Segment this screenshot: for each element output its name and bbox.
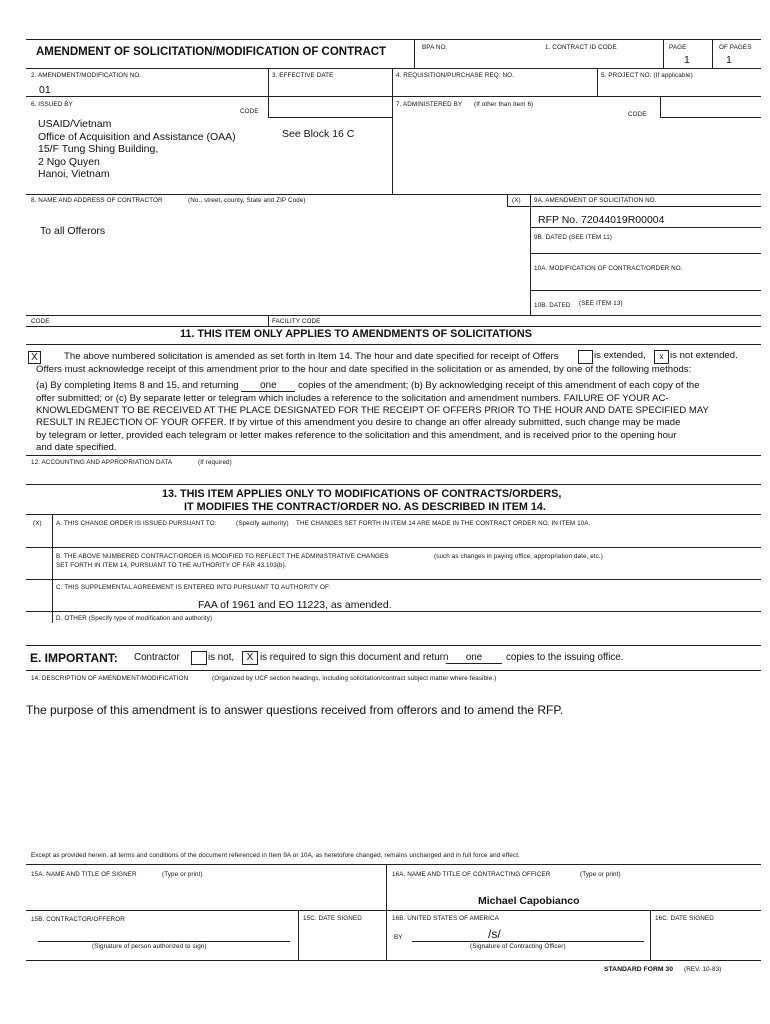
project-no-label: 5. PROJECT NO. (If applicable) [601, 72, 693, 79]
item13c-label: C. THIS SUPPLEMENTAL AGREEMENT IS ENTERED INTO PURSUANT TO AUTHORITY OF: [56, 584, 331, 591]
usa-16b-label: 16B. UNITED STATES OF AMERICA [392, 915, 499, 922]
item11-heading: 11. THIS ITEM ONLY APPLIES TO AMENDMENTS OF SOLICITATIONS [180, 328, 532, 340]
officer-16a-note: (Type or print) [580, 871, 621, 878]
item14-body: The purpose of this amendment is to answer questions received from offerors and to amend the RFP. [26, 703, 564, 717]
rfp-number: RFP No. 72044019R00004 [538, 214, 665, 226]
item13b-line1: B. THE ABOVE NUMBERED CONTRACT/ORDER IS MODIFIED TO REFLECT THE ADMINISTRATIVE CHANGES [56, 553, 389, 560]
accounting-note: (If required) [198, 459, 232, 466]
contracting-officer-name: Michael Capobianco [478, 895, 580, 907]
item11-line5: KNOWLEDGMENT TO BE RECEIVED AT THE PLACE DESIGNATED FOR THE RECEIPT OF OFFERS PRIOR TO THE HOUR AND DATE SPECIFIED MAY [36, 405, 709, 416]
item11-line1: The above numbered solicitation is amended as set forth in Item 14. The hour and date specified for receipt of Offers [64, 351, 559, 362]
administered-by-label: 7. ADMINISTERED BY [396, 101, 463, 108]
item13b-line2: SET FORTH IN ITEM 14, PURSUANT TO THE AUTHORITY OF FAR 43.103(b). [56, 562, 287, 569]
form-revision: (REV. 10-83) [684, 966, 722, 973]
important-copies-value: one [446, 652, 502, 664]
copies-returned-value: one [241, 380, 295, 392]
not-extended-checkbox[interactable]: x [654, 350, 669, 364]
item13d-label: D. OTHER (Specify type of modification and authority) [56, 615, 213, 622]
item11-line2: Offers must acknowledge receipt of this amendment prior to the hour and date specified in the solicitation or as amended, by one of the following methods: [36, 364, 692, 375]
not-extended-label: is not extended. [670, 350, 738, 361]
page-label: PAGE [669, 44, 687, 51]
facility-code-label: FACILITY CODE [272, 318, 321, 325]
form-title: AMENDMENT OF SOLICITATION/MODIFICATION OF CONTRACT [36, 46, 387, 58]
officer-16a-label: 16A. NAME AND TITLE OF CONTRACTING OFFICER [392, 871, 551, 878]
item13b-note: (such as changes in paying office, appropriation date, etc.) [434, 553, 604, 560]
is-required-checkbox[interactable]: X [242, 651, 258, 665]
administered-value: See Block 16 C [282, 128, 355, 140]
signer-15a-note: (Type or print) [162, 871, 203, 878]
by-label: BY [394, 934, 403, 941]
signer-15a-label: 15A. NAME AND TITLE OF SIGNER [31, 871, 137, 878]
sig-note-16: (Signature of Contracting Officer) [470, 943, 566, 950]
item11-line8: and date specified. [36, 442, 117, 453]
is-not-required-checkbox[interactable] [191, 651, 207, 665]
item11-line3b: copies of the amendment; (b) By acknowledging receipt of this amendment of each copy of the [295, 380, 700, 391]
important-copies-tail: copies to the issuing office. [506, 652, 624, 663]
is-extended-checkbox[interactable] [578, 350, 593, 364]
date-15c-label: 15C. DATE SIGNED [303, 915, 362, 922]
issued-line: 15/F Tung Shing Building, [38, 143, 159, 155]
important-label: E. IMPORTANT: [30, 651, 118, 665]
important-is-not: is not, [208, 652, 235, 663]
dated-10b-note: (SEE ITEM 13) [579, 300, 623, 307]
item11-line3a: (a) By completing Items 8 and 15, and returning [36, 380, 242, 391]
administered-code-label: CODE [628, 111, 647, 118]
item14-label: 14. DESCRIPTION OF AMENDMENT/MODIFICATION [31, 675, 189, 682]
item13-x-label: (X) [33, 520, 42, 527]
item11-line3 [36, 380, 700, 392]
except-text: Except as provided herein, all terms and conditions of the document referenced in Item 9A or 10A, as heretofore changed, remains unchanged and in full force and effect. [31, 852, 520, 859]
item11-line4: offer submitted; or (c) By separate letter or telegram which includes a reference to the solicitation and amendment numbers. FAILURE OF YOUR AC- [36, 393, 669, 404]
is-extended-label: is extended, [594, 350, 646, 361]
item11-line7: by telegram or letter, provided each telegram or letter makes reference to the solicitation and this amendment, and is received prior to the opening hour [36, 430, 677, 441]
effective-date-label: 3. EFFECTIVE DATE [272, 72, 334, 79]
item13a-rest: THE CHANGES SET FORTH IN ITEM 14 ARE MADE IN THE CONTRACT ORDER NO. IN ITEM 10A. [296, 520, 591, 527]
issued-line: USAID/Vietnam [38, 118, 112, 130]
page-value: 1 [684, 54, 690, 66]
date-16c-label: 16C. DATE SIGNED [655, 915, 714, 922]
issued-line: 2 Ngo Quyen [38, 155, 100, 168]
important-contractor: Contractor [134, 652, 180, 663]
officer-signature: /s/ [488, 927, 501, 941]
issued-by-address [38, 118, 236, 181]
solicitation-amended-checkbox[interactable]: X [28, 351, 41, 364]
contractor-15b-label: 15B. CONTRACTOR/OFFEROR [31, 916, 125, 923]
of-pages-label: OF PAGES [719, 44, 752, 51]
item11-line6: RESULT IN REJECTION OF YOUR OFFER. If by virtue of this amendment you desire to change an offer already submitted, such change may be made [36, 417, 681, 428]
of-pages-value: 1 [726, 54, 732, 66]
contract-id-label: 1. CONTRACT ID CODE [545, 44, 617, 51]
amendment-no-label: 2. AMENDMENT/MODIFICATION NO. [31, 72, 142, 79]
issued-line: Office of Acquisition and Assistance (OAA) [38, 130, 236, 143]
contractor-note: (No., street, county, State and ZIP Code) [188, 197, 306, 204]
issued-line: Hanoi, Vietnam [38, 168, 110, 180]
administered-note: (If other than Item 6) [474, 101, 534, 108]
item13-heading1: 13. THIS ITEM APPLIES ONLY TO MODIFICATIONS OF CONTRACTS/ORDERS, [162, 488, 562, 500]
contractor-label: 8. NAME AND ADDRESS OF CONTRACTOR [31, 197, 163, 204]
accounting-label: 12. ACCOUNTING AND APPROPRIATION DATA [31, 459, 173, 466]
item13a-label: A. THIS CHANGE ORDER IS ISSUED PURSUANT TO: [56, 520, 217, 527]
contractor-code-label: CODE [31, 318, 50, 325]
item13-heading2: IT MODIFIES THE CONTRACT/ORDER NO. AS DESCRIBED IN ITEM 14. [184, 501, 546, 513]
contractor-value: To all Offerors [40, 225, 106, 237]
requisition-label: 4. REQUISITION/PURCHASE REQ. NO. [396, 72, 514, 79]
important-is-required: is required to sign this document and return [260, 652, 449, 663]
amendment-no-value: 01 [39, 84, 51, 96]
amendment-solicitation-label: 9A. AMENDMENT OF SOLICITATION NO. [534, 197, 657, 204]
item14-note: (Organized by UCF section headings, including solicitation/contract subject matter where feasible.) [212, 675, 497, 682]
sig-note-15: (Signature of person authorized to sign) [92, 943, 207, 950]
issued-code-label: CODE [240, 108, 259, 115]
dated-9b-label: 9B. DATED (SEE ITEM 11) [534, 234, 612, 241]
modification-10a-label: 10A. MODIFICATION OF CONTRACT/ORDER NO. [534, 265, 683, 272]
contractor-x-label: (X) [512, 197, 521, 204]
item13a-note: (Specify authority) [236, 520, 289, 527]
issued-by-label: 6. ISSUED BY [31, 101, 73, 108]
form-name: STANDARD FORM 30 [604, 966, 673, 973]
dated-10b-label: 10B. DATED [534, 302, 571, 309]
bpa-no-label: BPA NO. [422, 44, 448, 51]
item13c-value: FAA of 1961 and EO 11223, as amended. [198, 599, 392, 611]
